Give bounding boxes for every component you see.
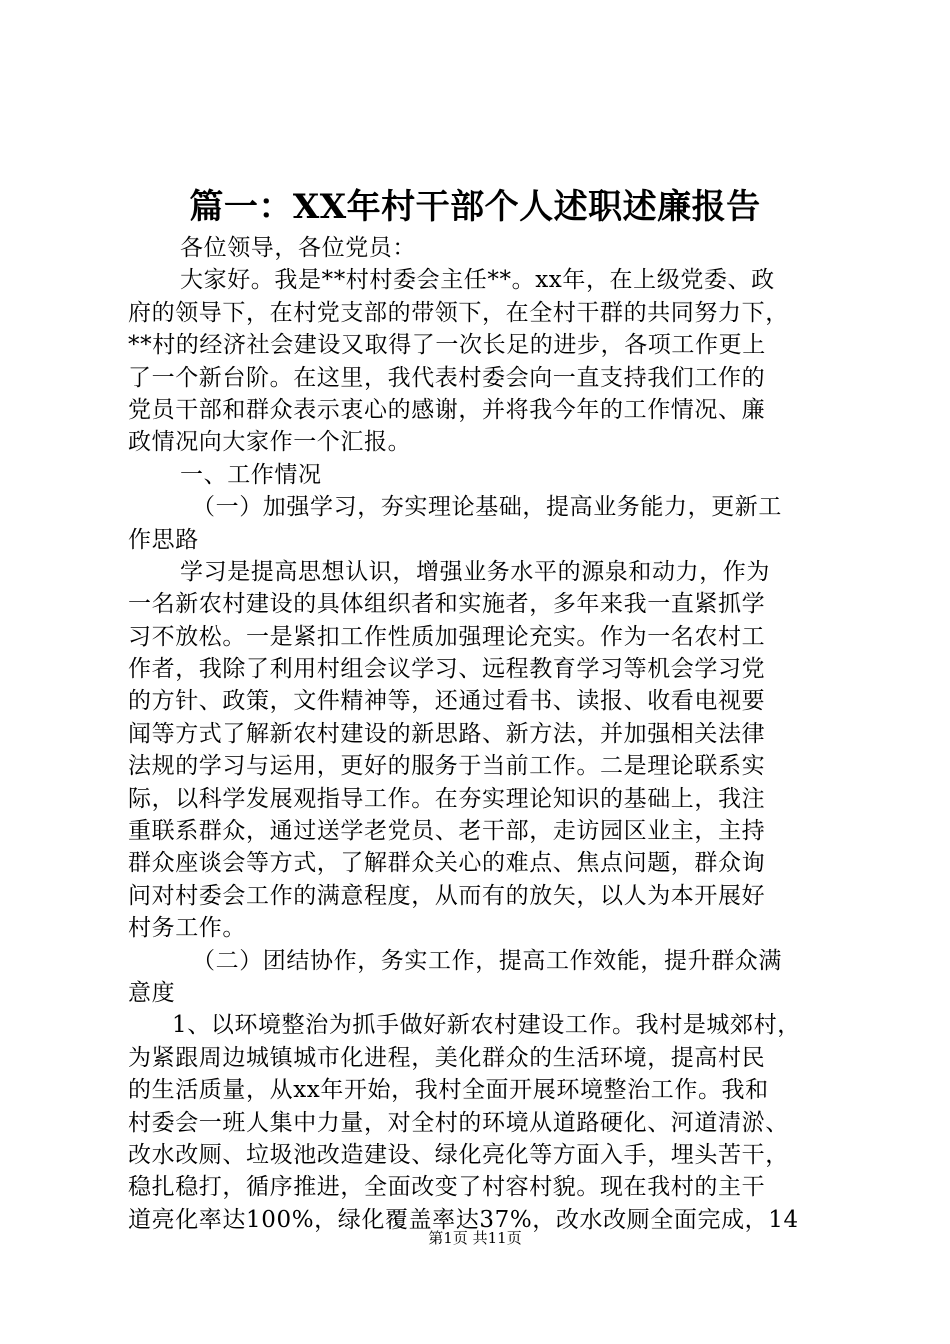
subsection-heading: （二）团结协作，务实工作，提高工作效能，提升群众满 <box>192 947 782 974</box>
paragraph-line: 问对村委会工作的满意程度，从而有的放矢，以人为本开展好 <box>128 882 766 909</box>
paragraph-line: 重联系群众，通过送学老党员、老干部，走访园区业主，主持 <box>128 818 766 845</box>
paragraph-line: 村务工作。 <box>128 915 246 942</box>
paragraph-line: 1、以环境整治为抓手做好新农村建设工作。我村是城郊村， <box>172 1012 801 1039</box>
paragraph-line: 为紧跟周边城镇城市化进程，美化群众的生活环境，提高村民 <box>128 1044 766 1071</box>
subsection-heading-continued: 作思路 <box>128 526 199 553</box>
paragraph-line: 作者，我除了利用村组会议学习、远程教育学习等机会学习党 <box>128 656 766 683</box>
section-heading: 一、工作情况 <box>180 461 322 488</box>
paragraph-line: 大家好。我是**村村委会主任**。xx年，在上级党委、政 <box>180 267 775 294</box>
paragraph-line: 闻等方式了解新农村建设的新思路、新方法，并加强相关法律 <box>128 720 766 747</box>
page-footer: 第1页 共11页 <box>428 1229 522 1247</box>
paragraph-line: 一名新农村建设的具体组织者和实施者，多年来我一直紧抓学 <box>128 591 766 618</box>
paragraph-line: 习不放松。一是紧扣工作性质加强理论充实。作为一名农村工 <box>128 623 766 650</box>
paragraph-line: 府的领导下，在村党支部的带领下，在全村干群的共同努力下， <box>128 299 789 326</box>
paragraph-line: 村委会一班人集中力量，对全村的环境从道路硬化、河道清淤、 <box>128 1109 789 1136</box>
document-body <box>128 232 830 1236</box>
paragraph-line: 的生活质量，从xx年开始，我村全面开展环境整治工作。我和 <box>128 1077 769 1104</box>
paragraph-line: **村的经济社会建设又取得了一次长足的进步，各项工作更上 <box>128 332 766 359</box>
paragraph-line: 稳扎稳打，循序推进，全面改变了村容村貌。现在我村的主干 <box>128 1174 766 1201</box>
paragraph-line: 法规的学习与运用，更好的服务于当前工作。二是理论联系实 <box>128 753 766 780</box>
paragraph-line: 的方针、政策，文件精神等，还通过看书、读报、收看电视要 <box>128 688 766 715</box>
paragraph-line: 党员干部和群众表示衷心的感谢，并将我今年的工作情况、廉 <box>128 396 766 423</box>
paragraph-line: 政情况向大家作一个汇报。 <box>128 429 412 456</box>
paragraph-line: 学习是提高思想认识，增强业务水平的源泉和动力，作为 <box>180 558 770 585</box>
document-title: 篇一：XX年村干部个人述职述廉报告 <box>189 187 761 227</box>
salutation-line: 各位领导，各位党员： <box>180 235 416 261</box>
subsection-heading: （一）加强学习，夯实理论基础，提高业务能力，更新工 <box>192 494 782 521</box>
subsection-heading-continued: 意度 <box>128 979 176 1006</box>
paragraph-line: 改水改厕、垃圾池改造建设、绿化亮化等方面入手，埋头苦干， <box>128 1141 789 1168</box>
paragraph-line: 际，以科学发展观指导工作。在夯实理论知识的基础上，我注 <box>128 785 766 812</box>
paragraph-line: 道亮化率达100%，绿化覆盖率达37%，改水改厕全面完成，14 <box>128 1206 799 1233</box>
paragraph-line: 群众座谈会等方式，了解群众关心的难点、焦点问题，群众询 <box>128 850 766 877</box>
paragraph-line: 了一个新台阶。在这里，我代表村委会向一直支持我们工作的 <box>128 364 766 391</box>
